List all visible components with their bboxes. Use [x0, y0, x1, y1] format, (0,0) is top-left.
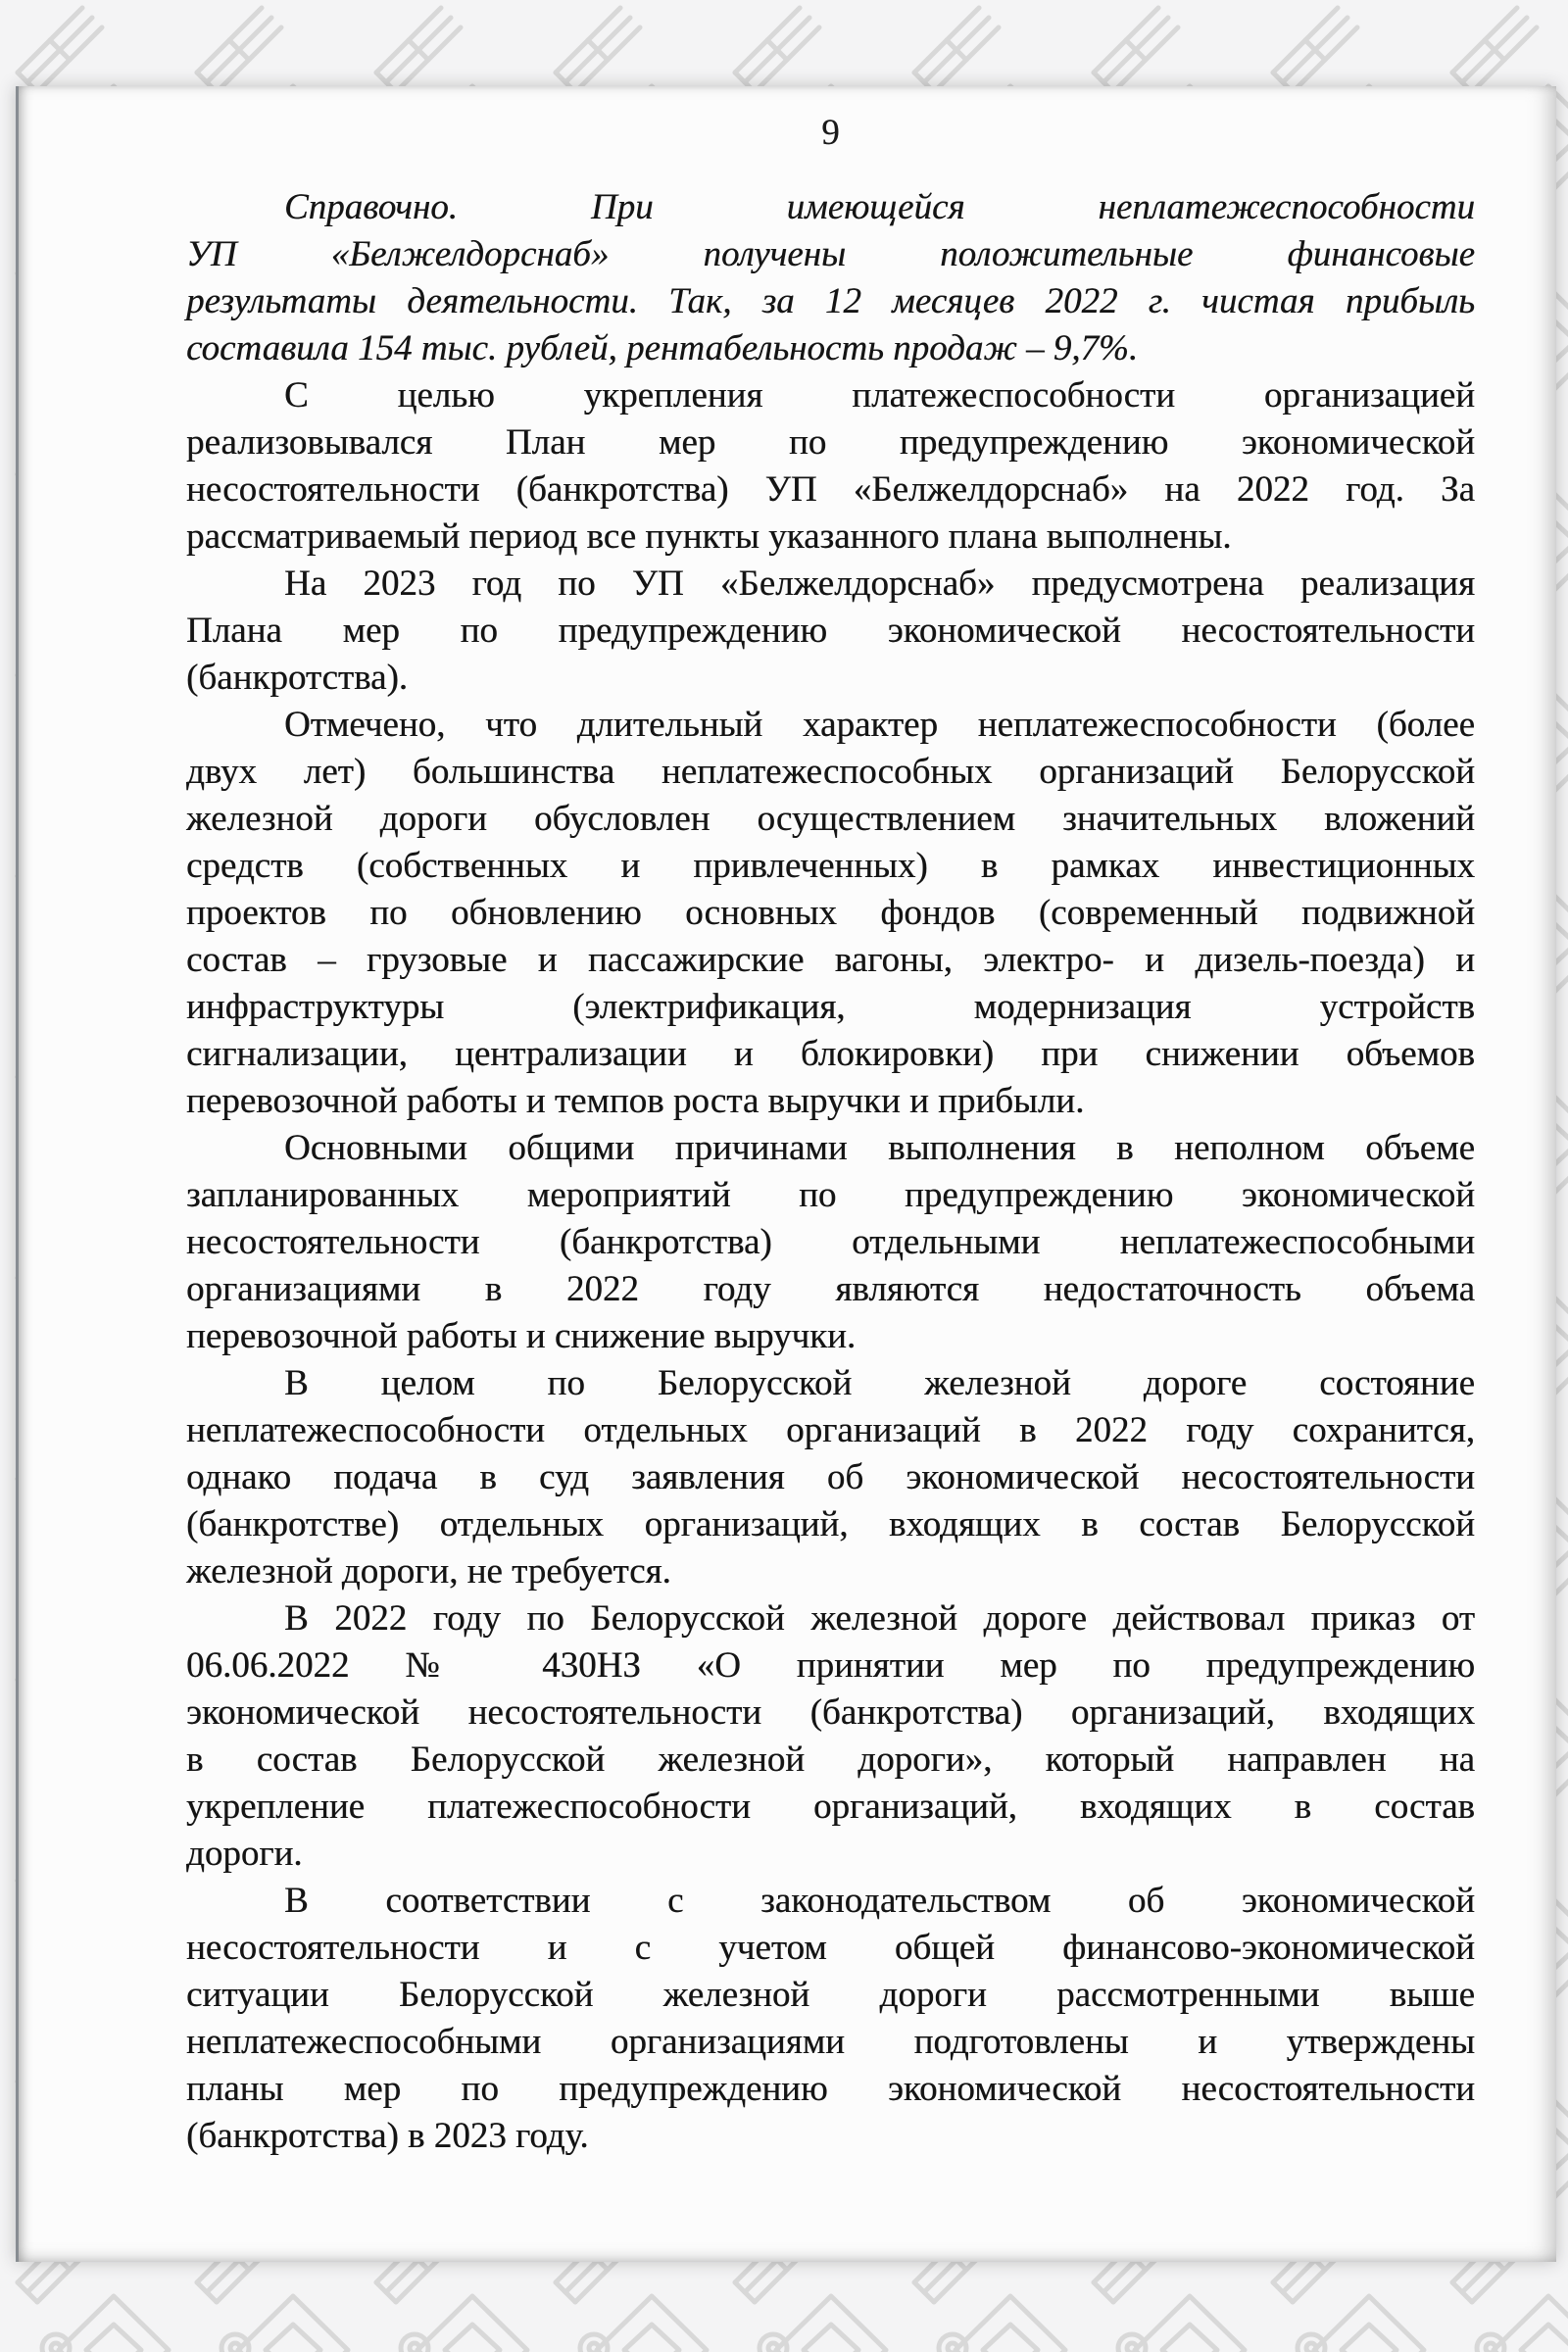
text-line: дороги.: [186, 1834, 303, 1874]
text-line: организациями в 2022 году являются недостаточность объема: [186, 1269, 1475, 1309]
paragraph: [186, 1125, 1475, 1360]
text-line: В целом по Белорусской железной дороге состояние: [284, 1363, 1475, 1403]
text-line: Плана мер по предупреждению экономической несостоятельности: [186, 611, 1475, 651]
text-line: несостоятельности и с учетом общей финансово-экономической: [186, 1928, 1475, 1968]
paragraph: [186, 372, 1475, 561]
text-line: Отмечено, что длительный характер неплатежеспособности (более: [284, 705, 1475, 745]
text-line: (банкротства).: [186, 658, 409, 698]
text-line: составила 154 тыс. рублей, рентабельность продаж – 9,7%.: [186, 328, 1139, 368]
text-line: железной дороги обусловлен осуществлением значительных вложений: [186, 799, 1475, 839]
paragraph: [186, 1360, 1475, 1595]
text-line: В 2022 году по Белорусской железной дороге действовал приказ от: [284, 1598, 1475, 1639]
text-line: перевозочной работы и темпов роста выручки и прибыли.: [186, 1081, 1085, 1121]
text-line: перевозочной работы и снижение выручки.: [186, 1316, 857, 1356]
text-line: реализовывался План мер по предупреждению экономической: [186, 422, 1475, 463]
text-line: В соответствии с законодательством об экономической: [284, 1881, 1475, 1921]
text-line: 06.06.2022 № 430НЗ «О принятии мер по предупреждению: [186, 1645, 1475, 1686]
text-line: экономической несостоятельности (банкротства) организаций, входящих: [186, 1692, 1475, 1733]
text-line: Основными общими причинами выполнения в неполном объеме: [284, 1128, 1475, 1168]
text-line: (банкротства) в 2023 году.: [186, 2116, 589, 2156]
paragraph: [186, 1878, 1475, 2160]
text-line: укрепление платежеспособности организаций, входящих в состав: [186, 1787, 1475, 1827]
text-line: запланированных мероприятий по предупреждению экономической: [186, 1175, 1475, 1215]
text-line: Справочно. При имеющейся неплатежеспособности: [284, 187, 1475, 227]
text-line: состав – грузовые и пассажирские вагоны, электро- и дизель-поезда) и: [186, 940, 1475, 980]
text-line: ситуации Белорусской железной дороги рассмотренными выше: [186, 1975, 1475, 2015]
text-line: в состав Белорусской железной дороги», который направлен на: [186, 1740, 1475, 1780]
paragraph: [186, 561, 1475, 702]
text-line: УП «Белжелдорснаб» получены положительные финансовые: [186, 234, 1475, 274]
text-line: неплатежеспособными организациями подготовлены и утверждены: [186, 2022, 1475, 2062]
text-line: результаты деятельности. Так, за 12 месяцев 2022 г. чистая прибыль: [186, 281, 1475, 321]
text-line: сигнализации, централизации и блокировки) при снижении объемов: [186, 1034, 1475, 1074]
text-line: На 2023 год по УП «Белжелдорснаб» предусмотрена реализация: [284, 564, 1475, 604]
text-line: двух лет) большинства неплатежеспособных организаций Белорусской: [186, 752, 1475, 792]
text-line: неплатежеспособности отдельных организаций в 2022 году сохранится,: [186, 1410, 1475, 1450]
page-number: 9: [821, 113, 840, 153]
text-line: несостоятельности (банкротства) УП «Белжелдорснаб» на 2022 год. За: [186, 469, 1475, 510]
text-line: (банкротстве) отдельных организаций, входящих в состав Белорусской: [186, 1504, 1475, 1544]
scanned-document-page: [16, 86, 1556, 2262]
text-line: проектов по обновлению основных фондов (современный подвижной: [186, 893, 1475, 933]
text-line: С целью укрепления платежеспособности организацией: [284, 375, 1475, 416]
text-line: средств (собственных и привлеченных) в рамках инвестиционных: [186, 846, 1475, 886]
paragraph: [186, 702, 1475, 1125]
text-line: планы мер по предупреждению экономической несостоятельности: [186, 2069, 1475, 2109]
document-body: [186, 184, 1475, 2160]
text-line: железной дороги, не требуется.: [186, 1551, 671, 1592]
text-line: инфраструктуры (электрификация, модернизация устройств: [186, 987, 1475, 1027]
text-line: однако подача в суд заявления об экономической несостоятельности: [186, 1457, 1475, 1497]
paragraph: [186, 184, 1475, 372]
text-line: рассматриваемый период все пункты указанного плана выполнены.: [186, 516, 1232, 557]
text-line: несостоятельности (банкротства) отдельными неплатежеспособными: [186, 1222, 1475, 1262]
paragraph: [186, 1595, 1475, 1878]
